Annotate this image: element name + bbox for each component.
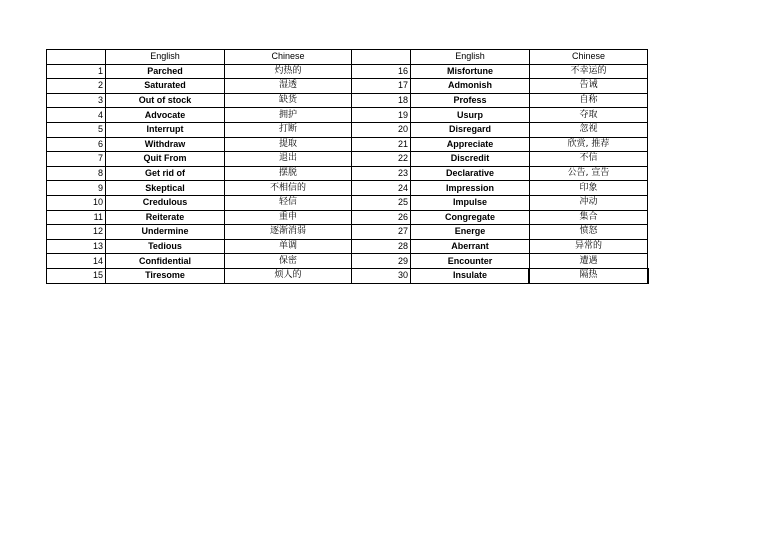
chinese-translation-cell[interactable]: 不相信的 (225, 181, 352, 196)
row-number-cell[interactable]: 7 (47, 152, 106, 167)
english-word-cell[interactable]: Skeptical (106, 181, 225, 196)
row-number-cell[interactable]: 23 (352, 166, 411, 181)
english-word-cell[interactable]: Withdraw (106, 137, 225, 152)
row-number-cell[interactable]: 6 (47, 137, 106, 152)
english-word-cell[interactable]: Encounter (411, 254, 530, 269)
chinese-translation-cell[interactable]: 不信 (530, 152, 648, 167)
english-word-cell[interactable]: Confidential (106, 254, 225, 269)
english-word-cell[interactable]: Energe (411, 225, 530, 240)
row-number-cell[interactable]: 29 (352, 254, 411, 269)
chinese-translation-cell[interactable]: 摆脱 (225, 166, 352, 181)
row-number-cell[interactable]: 24 (352, 181, 411, 196)
chinese-translation-cell[interactable]: 逐渐消弱 (225, 225, 352, 240)
empty-cell[interactable] (528, 268, 649, 284)
chinese-translation-cell[interactable]: 湿透 (225, 79, 352, 94)
chinese-translation-cell[interactable]: 愤怒 (530, 225, 648, 240)
header-row (47, 50, 648, 65)
english-word-cell[interactable]: Parched (106, 64, 225, 79)
table-row (47, 79, 648, 94)
chinese-translation-cell[interactable]: 欣赏, 推荐 (530, 137, 648, 152)
row-number-cell[interactable]: 17 (352, 79, 411, 94)
header-chinese-left[interactable]: Chinese (225, 50, 352, 65)
chinese-translation-cell[interactable]: 保密 (225, 254, 352, 269)
row-number-cell[interactable]: 13 (47, 239, 106, 254)
row-number-cell[interactable]: 9 (47, 181, 106, 196)
english-word-cell[interactable]: Declarative (411, 166, 530, 181)
english-word-cell[interactable]: Credulous (106, 195, 225, 210)
row-number-cell[interactable]: 20 (352, 122, 411, 137)
english-word-cell[interactable]: Usurp (411, 108, 530, 123)
table-row (47, 108, 648, 123)
table-row (47, 122, 648, 137)
row-number-cell[interactable]: 21 (352, 137, 411, 152)
table-row (47, 195, 648, 210)
chinese-translation-cell[interactable]: 打断 (225, 122, 352, 137)
english-word-cell[interactable]: Saturated (106, 79, 225, 94)
english-word-cell[interactable]: Aberrant (411, 239, 530, 254)
english-word-cell[interactable]: Impression (411, 181, 530, 196)
row-number-cell[interactable]: 25 (352, 195, 411, 210)
english-word-cell[interactable]: Admonish (411, 79, 530, 94)
row-number-cell[interactable]: 27 (352, 225, 411, 240)
table-row (47, 166, 648, 181)
chinese-translation-cell[interactable]: 拥护 (225, 108, 352, 123)
header-english-left[interactable]: English (106, 50, 225, 65)
chinese-translation-cell[interactable]: 缺货 (225, 93, 352, 108)
row-number-cell[interactable]: 18 (352, 93, 411, 108)
chinese-translation-cell[interactable]: 隔热 (530, 268, 648, 283)
table-row (47, 137, 648, 152)
english-word-cell[interactable]: Quit From (106, 152, 225, 167)
english-word-cell[interactable]: Insulate (411, 268, 530, 283)
table-row (47, 93, 648, 108)
table-row (47, 152, 648, 167)
english-word-cell[interactable]: Misfortune (411, 64, 530, 79)
chinese-translation-cell[interactable]: 提取 (225, 137, 352, 152)
english-word-cell[interactable]: Interrupt (106, 122, 225, 137)
english-word-cell[interactable]: Tedious (106, 239, 225, 254)
english-word-cell[interactable]: Congregate (411, 210, 530, 225)
table-row (47, 64, 648, 79)
table-row (47, 239, 648, 254)
table-row (47, 181, 648, 196)
table-row (47, 254, 648, 269)
header-english-right[interactable]: English (411, 50, 530, 65)
english-word-cell[interactable]: Appreciate (411, 137, 530, 152)
row-number-cell[interactable]: 30 (352, 268, 411, 283)
row-number-cell[interactable]: 10 (47, 195, 106, 210)
row-number-cell[interactable]: 5 (47, 122, 106, 137)
english-word-cell[interactable]: Advocate (106, 108, 225, 123)
chinese-translation-cell[interactable]: 忽视 (530, 122, 648, 137)
header-chinese-right[interactable]: Chinese (530, 50, 648, 65)
chinese-translation-cell[interactable]: 退出 (225, 152, 352, 167)
english-word-cell[interactable]: Get rid of (106, 166, 225, 181)
row-number-cell[interactable]: 8 (47, 166, 106, 181)
english-word-cell[interactable]: Profess (411, 93, 530, 108)
english-word-cell[interactable]: Tiresome (106, 268, 225, 283)
chinese-translation-cell[interactable]: 轻信 (225, 195, 352, 210)
chinese-translation-cell[interactable]: 夺取 (530, 108, 648, 123)
table-row (47, 210, 648, 225)
chinese-translation-cell[interactable]: 灼热的 (225, 64, 352, 79)
english-word-cell[interactable]: Impulse (411, 195, 530, 210)
row-number-cell[interactable]: 26 (352, 210, 411, 225)
row-number-cell[interactable]: 11 (47, 210, 106, 225)
row-number-cell[interactable]: 28 (352, 239, 411, 254)
chinese-translation-cell[interactable]: 遭遇 (530, 254, 648, 269)
row-number-cell[interactable]: 2 (47, 79, 106, 94)
row-number-cell[interactable]: 16 (352, 64, 411, 79)
chinese-translation-cell[interactable]: 自称 (530, 93, 648, 108)
chinese-translation-cell[interactable]: 告诫 (530, 79, 648, 94)
english-word-cell[interactable]: Discredit (411, 152, 530, 167)
blank-cell[interactable] (47, 50, 106, 65)
row-number-cell[interactable]: 15 (47, 268, 106, 283)
english-word-cell[interactable]: Undermine (106, 225, 225, 240)
chinese-translation-cell[interactable]: 公告, 宣告 (530, 166, 648, 181)
table-body (47, 50, 648, 284)
chinese-translation-cell[interactable]: 冲动 (530, 195, 648, 210)
row-number-cell[interactable]: 3 (47, 93, 106, 108)
row-number-cell[interactable]: 4 (47, 108, 106, 123)
chinese-translation-cell[interactable]: 重申 (225, 210, 352, 225)
row-number-cell[interactable]: 19 (352, 108, 411, 123)
vocabulary-table (46, 49, 648, 284)
table-row (47, 225, 648, 240)
row-number-cell[interactable]: 12 (47, 225, 106, 240)
chinese-translation-cell[interactable]: 烦人的 (225, 268, 352, 283)
row-number-cell[interactable]: 1 (47, 64, 106, 79)
english-word-cell[interactable]: Disregard (411, 122, 530, 137)
blank-cell[interactable] (352, 50, 411, 65)
row-number-cell[interactable]: 14 (47, 254, 106, 269)
chinese-translation-cell[interactable]: 不幸运的 (530, 64, 648, 79)
english-word-cell[interactable]: Reiterate (106, 210, 225, 225)
english-word-cell[interactable]: Out of stock (106, 93, 225, 108)
row-number-cell[interactable]: 22 (352, 152, 411, 167)
chinese-translation-cell[interactable]: 集合 (530, 210, 648, 225)
chinese-translation-cell[interactable]: 单调 (225, 239, 352, 254)
chinese-translation-cell[interactable]: 印象 (530, 181, 648, 196)
chinese-translation-cell[interactable]: 异常的 (530, 239, 648, 254)
